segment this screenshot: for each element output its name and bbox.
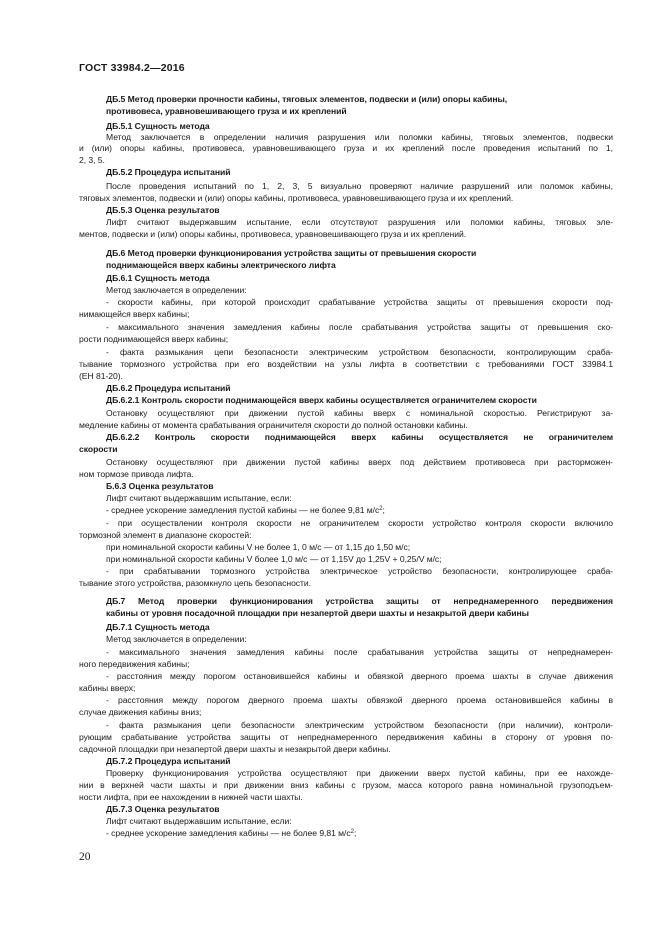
section-heading: ДБ.5 Метод проверки прочности кабины, тяговых элементов, подвески и (или) опоры кабины,: [106, 94, 508, 104]
paragraph-line: тяговых элементов, подвески и (или) опоры кабины, противовеса, уравновешивающего груза и их креплений.: [79, 193, 514, 203]
paragraph-line: ментов, подвески и (или) опоры кабины, противовеса, уравновешивающего груза и их креплений.: [79, 229, 467, 239]
list-item-line: тывание этого устройства, разомкнуло цепь безопасности.: [79, 578, 312, 588]
subsection-heading: ДБ.6.2 Процедура испытаний: [106, 383, 231, 393]
subsection-heading: ДБ.5.3 Оценка результатов: [106, 205, 220, 215]
subsection-heading: ДБ.7.1 Сущность метода: [106, 622, 210, 632]
paragraph-line: при номинальной скорости кабины V не более 1, 0 м/с — от 1,15 до 1,50 м/с;: [106, 542, 411, 552]
paragraph-line: и (или) опоры кабины, противовеса, уравновешивающего груза и их креплений после проведения испытаний по 1,: [79, 143, 613, 153]
paragraph-line: Лифт считают выдержавшим испытание, если отсутствуют разрушения или поломки кабины, тяговых эле-: [106, 217, 613, 227]
standard-header: ГОСТ 33984.2—2016: [79, 62, 185, 74]
paragraph-line: Остановку осуществляют при движении пустой кабины вверх с номинальной скоростью. Регистрируют за-: [106, 408, 613, 418]
list-item-line: - факта размыкания цепи безопасности электрическим устройством безопасности, контролирующим сраба-: [106, 347, 613, 357]
subsection-heading: ДБ.7.2 Процедура испытаний: [106, 756, 231, 766]
subsection-heading: ДБ.7.3 Оценка результатов: [106, 804, 220, 814]
list-item-line: случае движения кабины вниз;: [79, 707, 202, 717]
list-item-line: - среднее ускорение замедления пустой кабины — не более 9,81 $м/с^2$;: [106, 505, 385, 515]
list-item-line: - при осуществлении контроля скорости не ограничителем скорости устройство контроля скорости включило: [106, 518, 613, 528]
subsection-heading: ДБ.6.1 Сущность метода: [106, 273, 210, 283]
list-item-line: (ЕН 81-20).: [79, 371, 123, 381]
section-heading-cont: поднимающейся вверх кабины электрического лифта: [106, 260, 336, 270]
subsection-heading: ДБ.6.2.1 Контроль скорости поднимающейся вверх кабины осуществляется ограничителем скорости: [106, 395, 537, 405]
subsection-heading: ДБ.5.2 Процедура испытаний: [106, 167, 231, 177]
list-item-line: садочной площадки при незапертой двери шахты и незакрытой двери кабины.: [79, 744, 391, 754]
subsection-heading-cont: скорости: [79, 444, 118, 454]
section-heading-cont: противовеса, уравновешивающего груза и их креплений: [106, 106, 347, 116]
section-heading-cont: кабины от уровня посадочной площадки при незапертой двери шахты и незакрытой двери кабины: [106, 608, 529, 618]
list-item-line: ного передвижения кабины;: [79, 659, 190, 669]
paragraph-line: Лифт считают выдержавшим испытание, если:: [106, 493, 292, 503]
paragraph-line: ности лифта, при ее нахождении в нижней части шахты.: [79, 792, 303, 802]
list-item-line: - факта размыкания цепи безопасности электрическим устройством безопасности (при наличии), контроли-: [106, 720, 613, 730]
subsection-heading: ДБ.5.1 Сущность метода: [106, 121, 210, 131]
list-item-line: тормозной элемент в диапазоне скоростей:: [79, 530, 252, 540]
list-item-line: - среднее ускорение замедления кабины — не более 9,81 $м/с^2$;: [106, 828, 357, 838]
paragraph-line: Метод заключается в определении наличия разрушения или поломки кабины, тяговых элементов, подвески: [106, 132, 613, 142]
paragraph-line: нии в верхней части шахты и при движении вниз кабины с грузом, масса которого равна номинальной грузоподъем-: [79, 780, 613, 790]
paragraph-line: Метод заключается в определении:: [106, 634, 247, 644]
page-number: 20: [79, 851, 91, 863]
paragraph-line: медление кабины от момента срабатывания ограничителя скорости до полной остановки кабины.: [79, 420, 468, 430]
list-item-line: - при срабатывании тормозного устройства электрическое устройство безопасности, контролирующее сраба-: [106, 566, 613, 576]
section-heading: ДБ.6 Метод проверки функционирования устройства защиты от превышения скорости: [106, 248, 477, 258]
subsection-heading: Б.6.3 Оценка результатов: [106, 481, 214, 491]
list-item-line: тывание тормозного устройства при его воздействии на узлы лифта в соответствии с требованиями ГОСТ 33984.1: [79, 359, 613, 369]
paragraph-line: Проверку функционирования устройства осуществляют при движении вверх пустой кабины, при ее нахожде-: [106, 768, 613, 778]
section-heading: ДБ.7 Метод проверки функционирования устройства защиты от непреднамеренного передвижения: [106, 596, 613, 606]
paragraph-line: 2, 3, 5.: [79, 155, 105, 165]
list-item-line: - расстояния между порогом дверного проема шахты обвязкой дверного проема остановившейся кабины в: [106, 695, 613, 705]
list-item-line: - расстояния между порогом остановившейся кабины и обвязкой дверного проема шахты в случае движения: [106, 671, 613, 681]
list-item-line: рующим срабатывание устройства защиты от непреднамеренного передвижения кабины в сторону от уровня по-: [79, 732, 613, 742]
list-item-line: кабины вверх;: [79, 683, 136, 693]
paragraph-line: ном тормозе привода лифта.: [79, 469, 194, 479]
list-item-line: рости поднимающейся вверх кабины;: [79, 334, 229, 344]
paragraph-line: Лифт считают выдержавшим испытание, если:: [106, 816, 292, 826]
paragraph-line: После проведения испытаний по 1, 2, 3, 5 визуально проверяют наличие разрушений или поломок кабины,: [106, 181, 613, 191]
paragraph-line: при номинальной скорости кабины V более 1,0 м/с — от 1,15V до 1,25V + 0,25/V м/с;: [106, 554, 442, 564]
list-item-line: - скорости кабины, при которой происходит срабатывание устройства защиты от превышения скорости под-: [106, 297, 613, 307]
paragraph-line: Остановку осуществляют при движении пустой кабины вверх под действием противовеса при расторможен-: [106, 457, 613, 467]
list-item-line: - максимального значения замедления кабины после срабатывания устройства защиты от превышения ско-: [106, 322, 613, 332]
list-item-line: нимающейся вверх кабины;: [79, 309, 190, 319]
list-item-line: - максимального значения замедления кабины после срабатывания устройства защиты от непреднамерен-: [106, 647, 613, 657]
subsection-heading: ДБ.6.2.2 Контроль скорости поднимающейся вверх кабины осуществляется не ограничителем: [106, 432, 613, 442]
paragraph-line: Метод заключается в определении:: [106, 285, 247, 295]
